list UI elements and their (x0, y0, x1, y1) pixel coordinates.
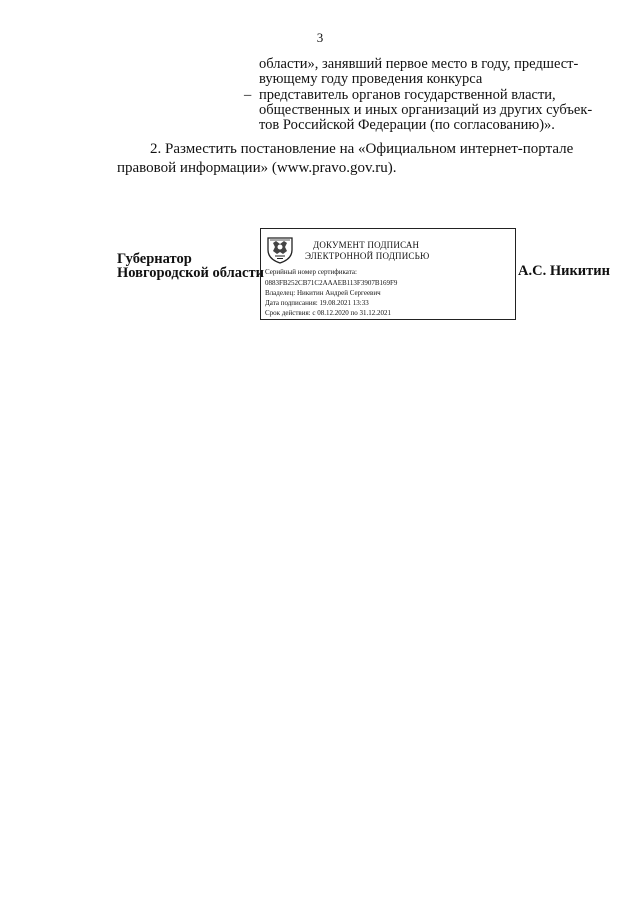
page-number: 3 (316, 30, 324, 45)
paragraph-2-line-2: правовой информации» (www.pravo.gov.ru). (117, 160, 397, 176)
stamp-heading-line-1: ДОКУМЕНТ ПОДПИСАН (313, 240, 420, 250)
bullet-line-1: представитель органов государственной власти, (259, 87, 556, 103)
signature-title-line-1: Губернатор (117, 251, 192, 267)
signer-name: А.С. Никитин (518, 263, 610, 279)
coat-of-arms-emblem-icon (265, 234, 295, 264)
list-continuation-line-2: вующему году проведения конкурса (259, 71, 483, 87)
signature-title-line-2: Новгородской области (117, 265, 264, 281)
bullet-dash: – (244, 87, 252, 103)
bullet-line-3: тов Российской Федерации (по согласованию)». (259, 117, 555, 133)
paragraph-2-line-1: 2. Разместить постановление на «Официальном интернет-портале (150, 141, 574, 157)
stamp-serial-label: Серийный номер сертификата: (265, 268, 357, 276)
stamp-heading-line-2: ЭЛЕКТРОННОЙ ПОДПИСЬЮ (305, 251, 430, 261)
stamp-owner: Владелец: Никитин Андрей Сергеевич (265, 289, 381, 297)
stamp-signed-date: Дата подписания: 19.08.2021 13:33 (265, 299, 369, 307)
electronic-signature-stamp (260, 228, 516, 320)
stamp-validity: Срок действия: с 08.12.2020 по 31.12.2021 (265, 309, 391, 317)
list-continuation-line-1: области», занявший первое место в году, предшест- (259, 56, 579, 72)
bullet-line-2: общественных и иных организаций из других субъек- (259, 102, 593, 118)
stamp-serial-value: 0883FB252CB71C2AAAEB113F3907B169F9 (265, 279, 398, 287)
